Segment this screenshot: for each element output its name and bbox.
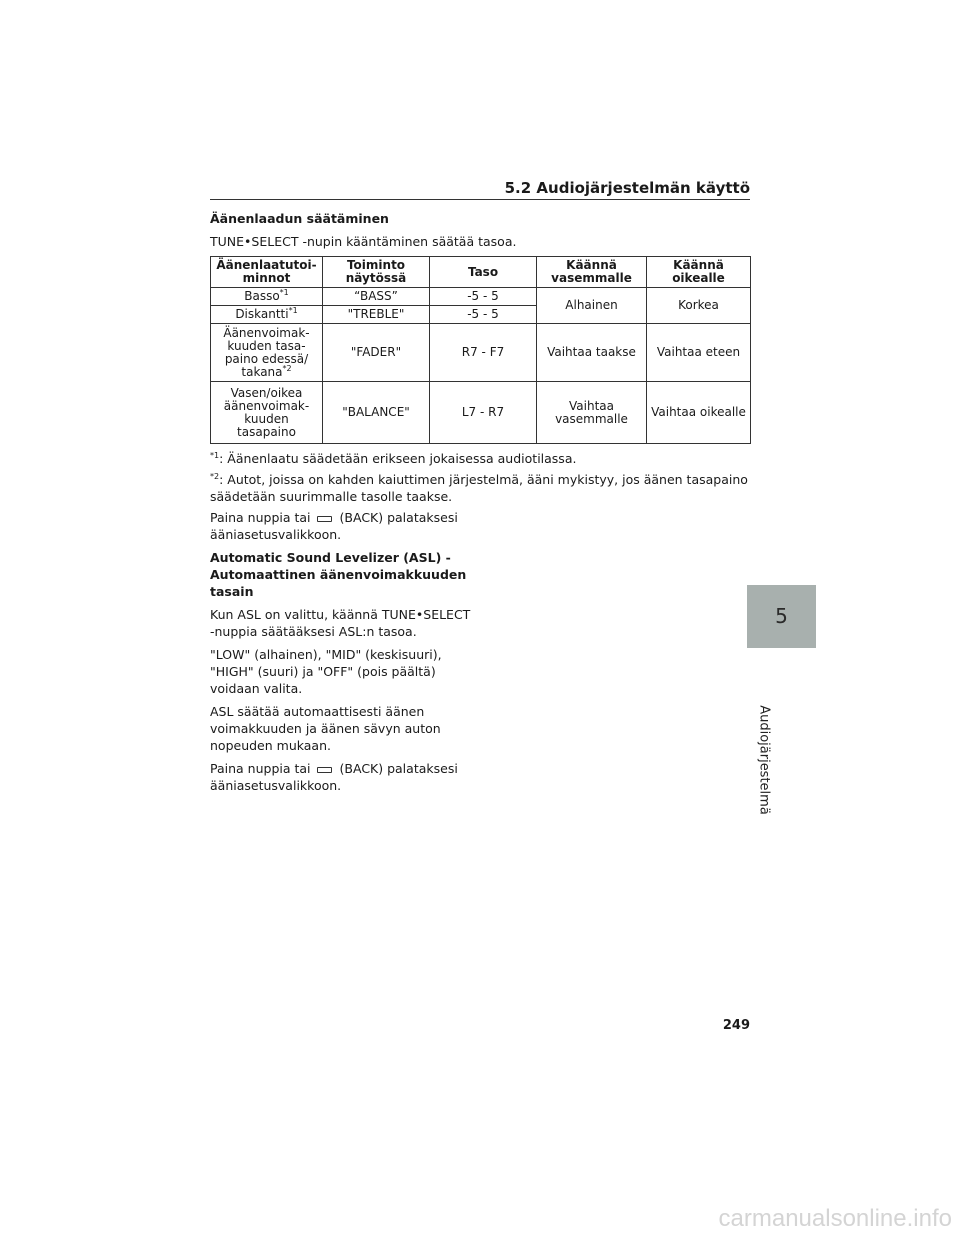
asl-paragraph-1: Kun ASL on valittu, käännä TUNE•SELECT -nuppia säätääksesi ASL:n tasoa. bbox=[210, 607, 471, 639]
cell-level: -5 - 5 bbox=[430, 306, 537, 324]
page-content bbox=[210, 210, 750, 800]
footnote-1: $^{*1}$: Äänenlaatu säädetään erikseen jokaisessa audiotilassa. bbox=[210, 450, 577, 466]
cell-display: "TREBLE" bbox=[323, 306, 430, 324]
cell-right: Korkea bbox=[647, 288, 751, 324]
cell-right: Vaihtaa oikealle bbox=[647, 382, 751, 444]
heading-sound-quality: Äänenlaadun säätäminen bbox=[210, 211, 389, 226]
header-divider bbox=[210, 199, 750, 200]
col-header-mode: Äänenlaatutoi- minnot bbox=[211, 257, 323, 288]
col-header-level: Taso bbox=[430, 257, 537, 288]
footnote-2: $^{*2}$: Autot, joissa on kahden kaiuttimen järjestelmä, ääni mykistyy, jos äänen tasapaino säädetään suurimmalle tasolle taakse. bbox=[210, 471, 748, 504]
cell-left: Alhainen bbox=[537, 288, 647, 324]
cell-display: “BASS” bbox=[323, 288, 430, 306]
chapter-tab[interactable]: 5 bbox=[747, 585, 816, 648]
cell-level: L7 - R7 bbox=[430, 382, 537, 444]
cell-level: -5 - 5 bbox=[430, 288, 537, 306]
cell-mode: Basso$^{*1}$ bbox=[211, 288, 323, 306]
intro-text: TUNE•SELECT -nupin kääntäminen säätää tasoa. bbox=[210, 234, 517, 249]
cell-display: "BALANCE" bbox=[323, 382, 430, 444]
asl-paragraph-2: "LOW" (alhainen), "MID" (keskisuuri), "HIGH" (suuri) ja "OFF" (pois päältä) voidaan valita. bbox=[210, 647, 442, 696]
cell-display: "FADER" bbox=[323, 324, 430, 382]
table-row bbox=[211, 324, 751, 382]
section-header: 5.2 Audiojärjestelmän käyttö bbox=[504, 179, 750, 197]
heading-asl: Automatic Sound Levelizer (ASL) - Automaattinen äänenvoimakkuuden tasain bbox=[210, 550, 467, 599]
cell-mode: Diskantti$^{*1}$ bbox=[211, 306, 323, 324]
cell-left: Vaihtaa vasemmalle bbox=[537, 382, 647, 444]
sound-adjust-table bbox=[210, 256, 751, 444]
back-instruction-1: Paina nuppia tai (BACK) palataksesi ääniasetusvalikkoon. bbox=[210, 510, 458, 542]
table-header-row bbox=[211, 257, 751, 288]
back-instruction-2: Paina nuppia tai (BACK) palataksesi ääniasetusvalikkoon. bbox=[210, 761, 458, 793]
cell-left: Vaihtaa taakse bbox=[537, 324, 647, 382]
table-row bbox=[211, 288, 751, 306]
cell-level: R7 - F7 bbox=[430, 324, 537, 382]
chapter-tab-label: Audiojärjestelmä bbox=[756, 705, 772, 815]
cell-right: Vaihtaa eteen bbox=[647, 324, 751, 382]
page-number: 249 bbox=[722, 1018, 750, 1033]
watermark: carmanualsonline.info bbox=[718, 1205, 952, 1232]
col-header-right: Käännä oikealle bbox=[647, 257, 751, 288]
cell-mode: Vasen/oikea äänenvoimak- kuuden tasapaino bbox=[211, 382, 323, 444]
asl-paragraph-3: ASL säätää automaattisesti äänen voimakkuuden ja äänen sävyn auton nopeuden mukaan. bbox=[210, 704, 441, 753]
back-button-icon bbox=[317, 516, 332, 522]
col-header-left: Käännä vasemmalle bbox=[537, 257, 647, 288]
cell-mode: Äänenvoimak- kuuden tasa- paino edessä/ takana$^{*2}$ bbox=[211, 324, 323, 382]
back-button-icon bbox=[317, 767, 332, 773]
table-row bbox=[211, 382, 751, 444]
col-header-display: Toiminto näytössä bbox=[323, 257, 430, 288]
